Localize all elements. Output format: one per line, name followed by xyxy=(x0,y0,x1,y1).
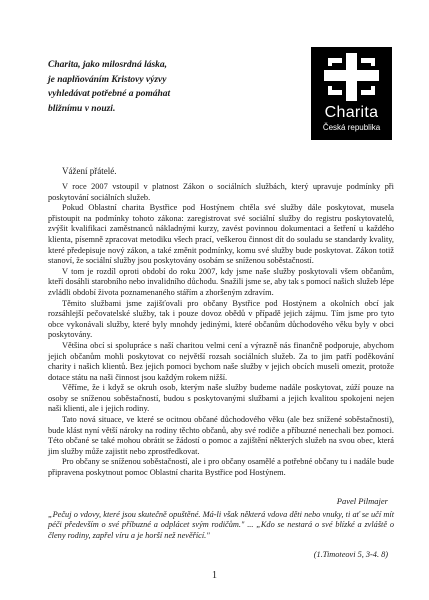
paragraph: Těmito službami jsme zajišťovali pro občany Bystřice pod Hostýnem a okolních obcí jak rozsáhlejší pečovatelské služby, tak i pouze dovoz obědů v případě jejich zájmu. Tím jsme pro tyto obce vykonávali služby, které byly mnohdy jedinými, které občanům důchodového věku byly v obci poskytovány. xyxy=(48,298,394,340)
logo-subtitle: Česká republika xyxy=(322,123,381,132)
paragraph: Pokud Oblastní charita Bystřice pod Hostýnem chtěla své služby dále poskytovat, musela přistoupit na podmínky tohoto zákona: zaregistrovat své sociální služby do registru poskytovatelů, zvýšit kvalifikaci zaměstnanců nákladnými kurzy, zavést povinnou dokumentaci a šetření u každého klienta, písemně zpracovat metodiku všech prací, veškerou činnost dít do souladu se standardy kvality, které předepisuje nový zákon, a také změnit podmínky, komu své služby bude poskytovat. Zákon totiž stanoví, že sociální služby jsou poskytovány osobám se sníženou soběstačností. xyxy=(48,203,394,266)
charita-cross-icon xyxy=(319,51,384,103)
quote-citation: (1.Timoteovi 5, 3-4. 8) xyxy=(313,550,388,559)
bible-quote: „Pečuj o vdovy, které jsou skutečně opuštěné. Má-li však některá vdova děti nebo vnuky, ti ať se učí mít péči především o své příbuzné a odplácet svým rodičům." ... „Kdo se nestará o své blízké a zvláště o členy rodiny, zapřel víru a je horší než nevěřící." xyxy=(48,510,394,540)
motto-line: Charita, jako milosrdná láska, xyxy=(48,60,168,70)
salutation: Vážení přátelé. xyxy=(62,166,117,176)
paragraph: Tato nová situace, ve které se ocitnou občané důchodového věku (ale bez snížené soběstačnosti), bude klást nyní větší nároky na rodiny těchto občanů, aby své rodiče a příbuzné nenechali bez pomoci. Této občané se také mohou obrátit se žádostí o pomoc a zajištění některých služeb na svou obec, která jim služby může zajistit nebo zprostředkovat. xyxy=(48,415,394,456)
charita-logo xyxy=(311,47,392,140)
paragraph: V tom je rozdíl oproti období do roku 2007, kdy jsme naše služby poskytovali všem občanům, kteří dosáhli starobního nebo invalidního důchodu. Snažili jsme se, aby tak s pomocí našich služeb lépe zvládli období života poznamenaného stářím a zhoršeným zdravím. xyxy=(48,266,394,297)
page-number: 1 xyxy=(212,570,217,581)
paragraph: Pro občany se sníženou soběstačností, ale i pro občany osamělé a potřebné občany tu i nadále bude připravena poskytnout pomoc Oblastní charita Bystřice pod Hostýnem. xyxy=(48,457,394,478)
logo-word: Charita xyxy=(324,104,379,121)
paragraph: Většina obcí si spolupráce s naší charitou velmi cení a výrazně nás finančně podporuje, abychom jejich občanům mohli poskytovat co největší rozsah sociálních služeb. Za to jim patří poděkování charity i našich klientů. Bez jejich pomoci bychom naše služby v jejich obcích museli omezit, protože dotace státu na naši činnost jsou každým rokem nižší. xyxy=(48,340,394,382)
signature: Pavel Pilmajer xyxy=(336,496,388,506)
motto-line: vyhledávat potřebné a pomáhat xyxy=(48,89,171,99)
motto-line: je naplňováním Kristovy výzvy xyxy=(48,74,167,85)
motto-line: bližnímu v nouzi. xyxy=(48,103,116,114)
motto xyxy=(48,58,298,116)
letter-body xyxy=(48,182,394,479)
paragraph: V roce 2007 vstoupil v platnost Zákon o sociálních službách, který upravuje podmínky při poskytování sociálních služeb. xyxy=(48,182,394,202)
paragraph: Věříme, že i když se okruh osob, kterým naše služby budeme nadále poskytovat, zúží pouze na osoby se sníženou soběstačností, budou s poskytovanými službami a jejich kvalitou spokojeni nejen naši klienti, ale i jejich rodiny. xyxy=(48,383,394,414)
